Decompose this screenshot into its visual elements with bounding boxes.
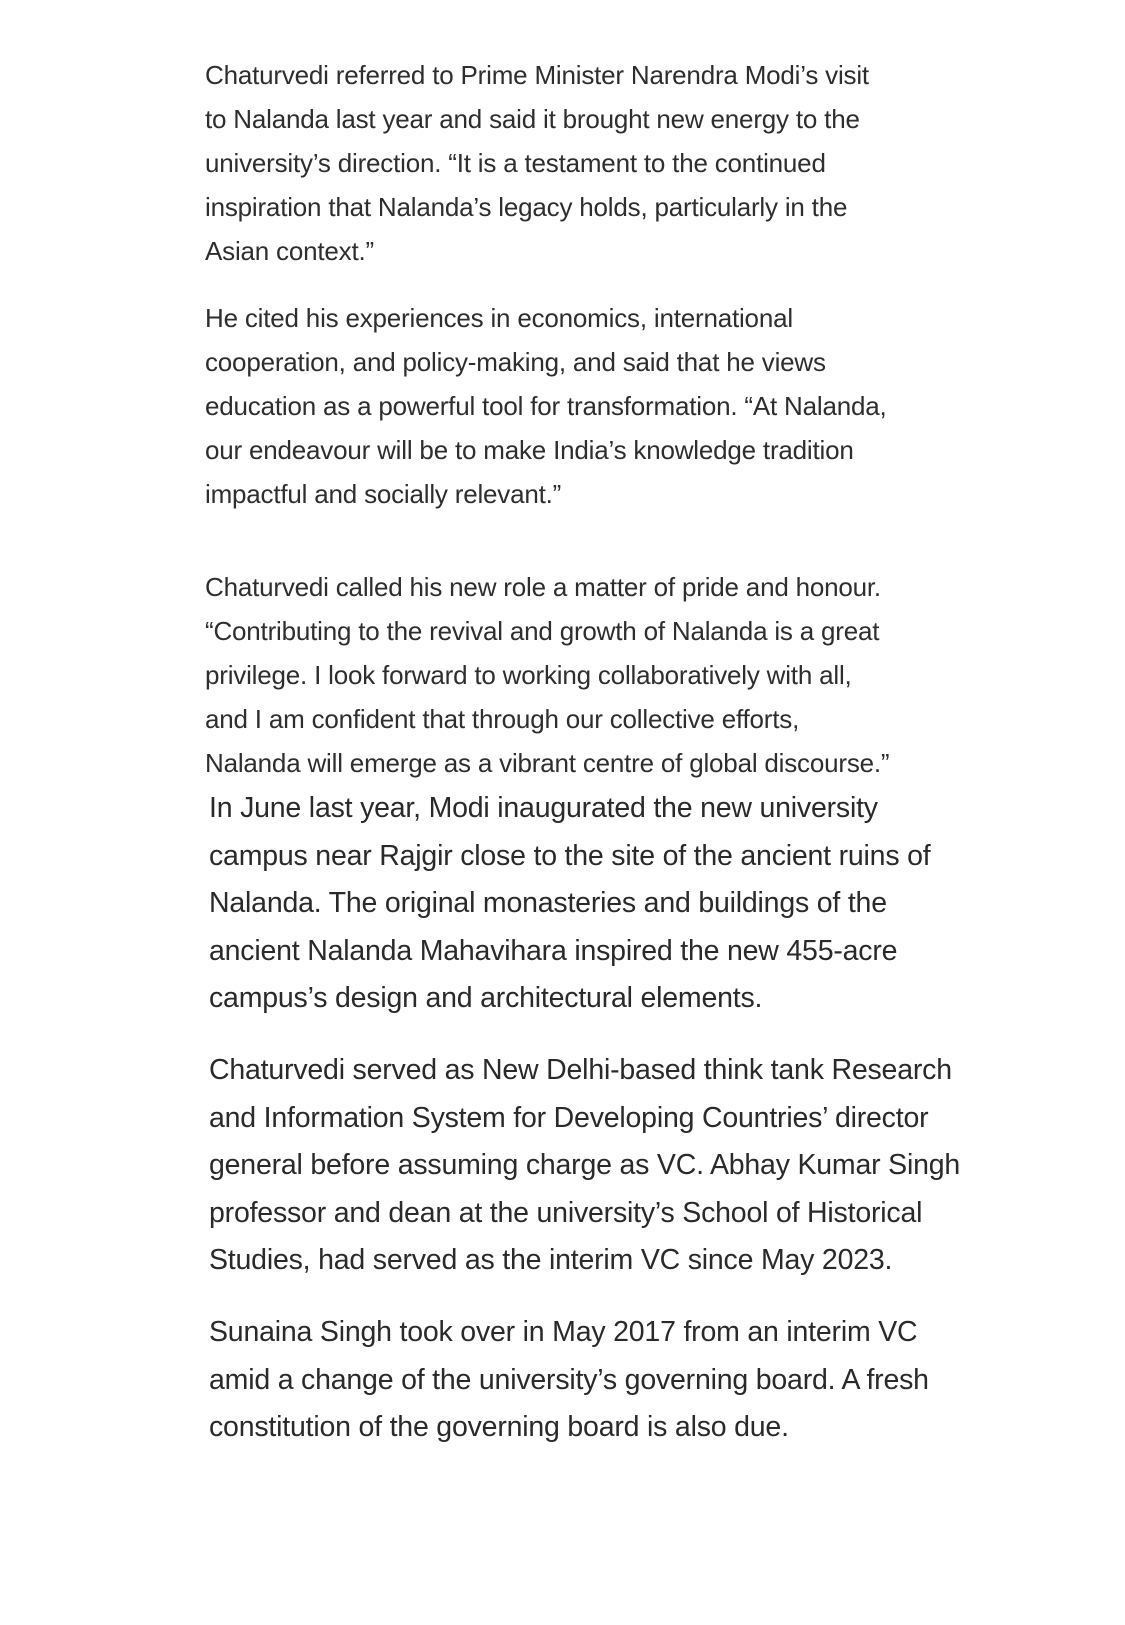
- text-line: amid a change of the university’s governing board. A fresh: [209, 1364, 929, 1396]
- text-line: inspiration that Nalanda’s legacy holds, particularly in the: [205, 192, 848, 222]
- text-line: Chaturvedi served as New Delhi-based think tank Research: [209, 1054, 952, 1086]
- text-line: Studies, had served as the interim VC since May 2023.: [209, 1244, 893, 1276]
- text-line: our endeavour will be to make India’s knowledge tradition: [205, 435, 854, 465]
- paragraph-previous-roles: [209, 1047, 966, 1287]
- text-line: campus’s design and architectural elements.: [209, 982, 763, 1014]
- text-line: Nalanda will emerge as a vibrant centre of global discourse.”: [205, 748, 890, 778]
- text-line: professor and dean at the university’s School of Historical: [209, 1197, 923, 1229]
- text-line: Asian context.”: [205, 236, 374, 266]
- text-line: impactful and socially relevant.”: [205, 479, 562, 509]
- text-line: general before assuming charge as VC. Abhay Kumar Singh: [209, 1149, 961, 1181]
- text-line: ancient Nalanda Mahavihara inspired the new 455-acre: [209, 935, 898, 967]
- text-line: privilege. I look forward to working collaboratively with all,: [205, 660, 852, 690]
- text-line: and Information System for Developing Countries’ director: [209, 1102, 929, 1134]
- text-line: and I am confident that through our collective efforts,: [205, 704, 800, 734]
- text-line: Chaturvedi called his new role a matter of pride and honour.: [205, 572, 881, 602]
- text-line: Sunaina Singh took over in May 2017 from an interim VC: [209, 1316, 918, 1348]
- text-line: “Contributing to the revival and growth of Nalanda is a great: [205, 616, 880, 646]
- text-line: cooperation, and policy-making, and said that he views: [205, 347, 826, 377]
- text-line: constitution of the governing board is also due.: [209, 1411, 789, 1443]
- text-line: education as a powerful tool for transformation. “At Nalanda,: [205, 391, 887, 421]
- text-line: Chaturvedi referred to Prime Minister Narendra Modi’s visit: [205, 60, 869, 90]
- text-line: Nalanda. The original monasteries and buildings of the: [209, 887, 887, 919]
- text-line: campus near Rajgir close to the site of the ancient ruins of: [209, 840, 931, 872]
- text-line: In June last year, Modi inaugurated the new university: [209, 792, 878, 824]
- text-line: He cited his experiences in economics, international: [205, 303, 793, 333]
- text-line: to Nalanda last year and said it brought new energy to the: [205, 104, 860, 134]
- text-line: university’s direction. “It is a testament to the continued: [205, 148, 826, 178]
